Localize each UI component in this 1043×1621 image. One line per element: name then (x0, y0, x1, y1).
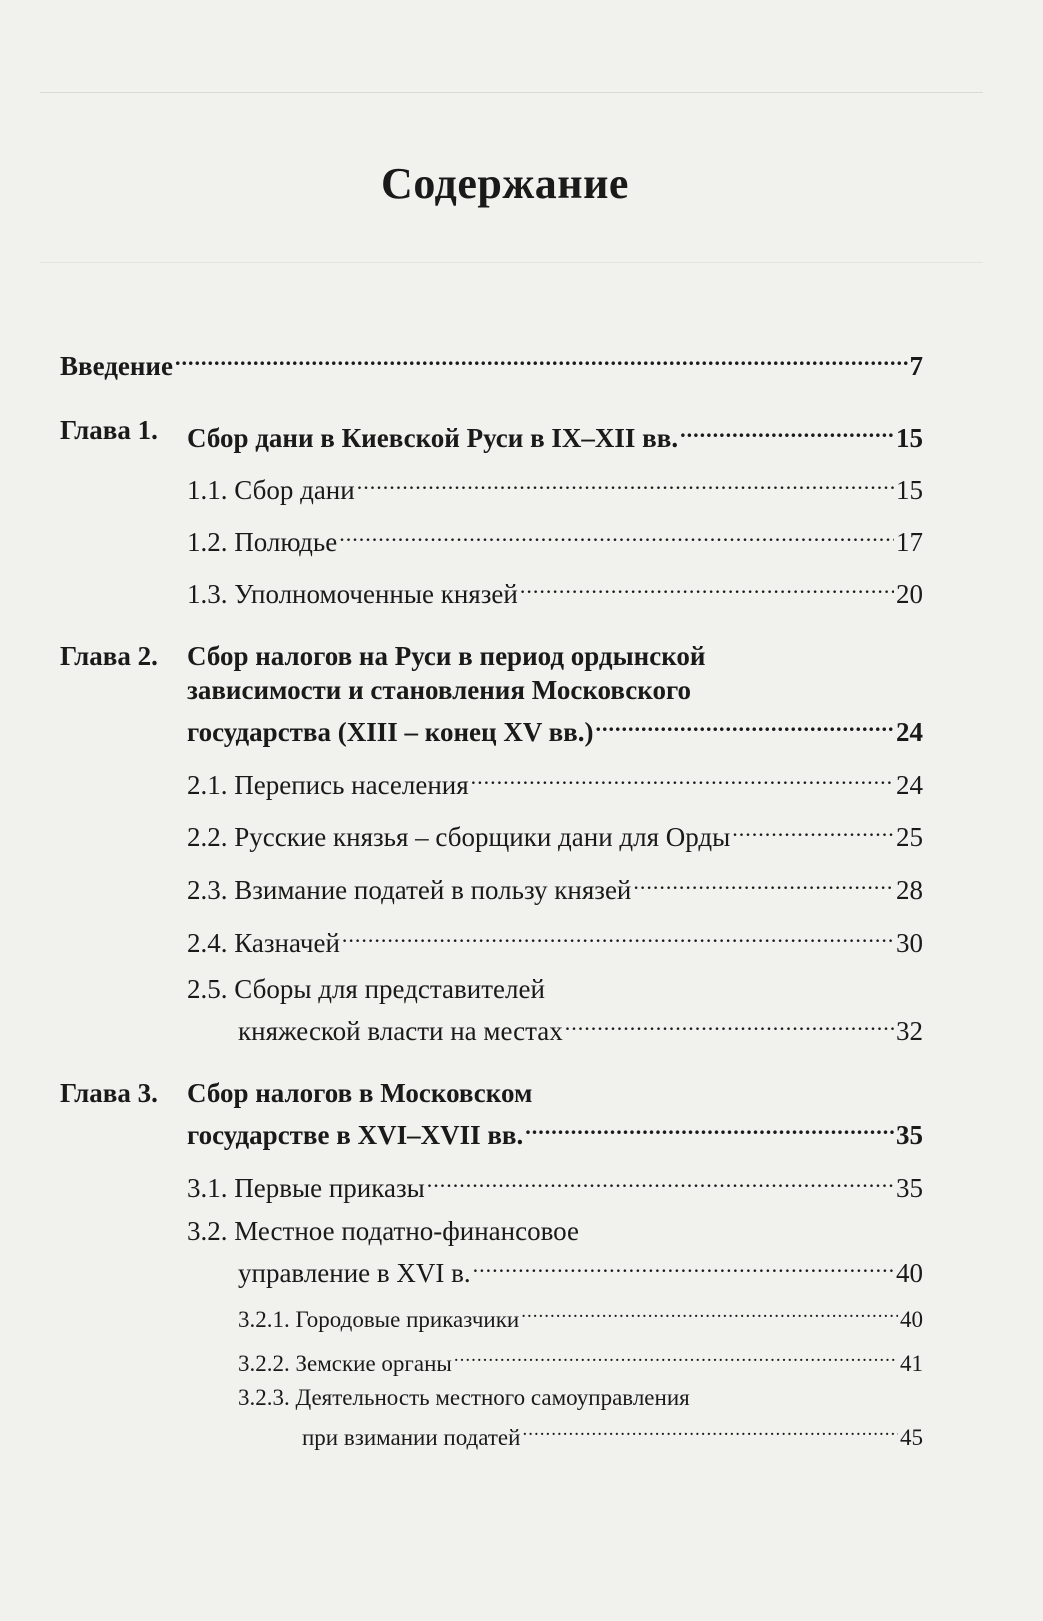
toc-page-number: 20 (896, 579, 923, 609)
section-title-line: 2.5. Сборы для представителей (187, 974, 545, 1004)
toc-page-number: 40 (896, 1258, 923, 1288)
toc-page-number: 15 (896, 423, 923, 453)
toc-entry-subsection[interactable] (238, 1293, 923, 1337)
dot-leader (522, 1411, 898, 1445)
dot-leader (427, 1163, 894, 1197)
chapter-title-line: Сбор налогов на Руси в период ордынской (187, 641, 706, 671)
toc-page-number: 32 (896, 1016, 923, 1046)
toc-page-number: 35 (896, 1120, 923, 1150)
section-title: 2.1. Перепись населения (187, 770, 469, 800)
section-title: 1.1. Сбор дани (187, 475, 355, 505)
chapter-prefix: Глава 1. (60, 415, 158, 445)
toc-entry-section[interactable] (187, 517, 923, 559)
dot-leader (525, 1110, 894, 1144)
dot-leader (633, 865, 894, 899)
toc-entry-section[interactable] (187, 760, 923, 802)
section-title: 2.4. Казначей (187, 928, 340, 958)
toc-page-number: 41 (900, 1351, 923, 1376)
section-title: 2.3. Взимание податей в пользу князей (187, 875, 632, 905)
dot-leader (473, 1248, 894, 1282)
toc-page-number: 45 (900, 1425, 923, 1450)
section-title: 3.1. Первые приказы (187, 1173, 425, 1203)
toc-entry-section[interactable] (238, 1006, 923, 1048)
toc-entry-section[interactable] (187, 1163, 923, 1205)
toc-page-number: 17 (896, 527, 923, 557)
toc-page-number: 35 (896, 1173, 923, 1203)
toc-entry-section[interactable] (187, 812, 923, 854)
chapter-prefix: Глава 3. (60, 1078, 158, 1108)
dot-leader (521, 1293, 898, 1327)
dot-leader (175, 341, 908, 375)
subsection-title: 3.2.2. Земские органы (238, 1351, 452, 1376)
dot-leader (357, 465, 894, 499)
toc-page-number: 15 (896, 475, 923, 505)
subsection-title-line: 3.2.3. Деятельность местного самоуправления (238, 1385, 690, 1410)
toc-page-number: 40 (900, 1307, 923, 1332)
toc-entry-section[interactable] (187, 465, 923, 507)
toc-entry-section[interactable] (187, 918, 923, 960)
chapter-title-line: государства (XIII – конец XV вв.) (187, 717, 594, 747)
toc-entry-chapter-2[interactable] (187, 707, 923, 749)
section-title-line: 3.2. Местное податно-финансовое (187, 1216, 579, 1246)
dot-leader (454, 1337, 898, 1371)
toc-entry-chapter-3[interactable] (187, 1110, 923, 1152)
dot-leader (520, 569, 894, 603)
section-title-line: управление в XVI в. (238, 1258, 471, 1288)
section-title: 1.3. Уполномоченные князей (187, 579, 518, 609)
dot-leader (339, 517, 894, 551)
section-title: 2.2. Русские князья – сборщики дани для Орды (187, 822, 731, 852)
toc-entry-section[interactable] (187, 569, 923, 611)
toc-page-number: 24 (896, 770, 923, 800)
toc-page-number: 28 (896, 875, 923, 905)
subsection-title-line: при взимании податей (302, 1425, 521, 1450)
dot-leader (732, 812, 894, 846)
section-title-line: княжеской власти на местах (238, 1016, 563, 1046)
toc-page-number: 25 (896, 822, 923, 852)
toc-page-number: 24 (896, 717, 923, 747)
chapter-title: Сбор дани в Киевской Руси в IX–XII вв. (187, 423, 679, 453)
chapter-prefix: Глава 2. (60, 641, 158, 671)
toc-entry-chapter-1[interactable] (187, 413, 923, 455)
page-title: Содержание (381, 159, 629, 208)
section-title: 1.2. Полюдье (187, 527, 338, 557)
toc-page-number: 30 (896, 928, 923, 958)
chapter-title-line: государстве в XVI–XVII вв. (187, 1120, 524, 1150)
toc-page-number: 7 (909, 351, 923, 381)
toc-entry-subsection[interactable] (238, 1337, 923, 1381)
chapter-title-line: зависимости и становления Московского (187, 675, 692, 705)
chapter-title-line: Сбор налогов в Московском (187, 1078, 533, 1108)
dot-leader (565, 1006, 894, 1040)
dot-leader (596, 707, 895, 741)
toc-entry-section[interactable] (187, 865, 923, 907)
toc-entry-intro[interactable] (60, 341, 923, 383)
dot-leader (342, 918, 894, 952)
dot-leader (471, 760, 894, 794)
dot-leader (680, 413, 894, 447)
subsection-title: 3.2.1. Городовые приказчики (238, 1307, 520, 1332)
toc-entry-label: Введение (60, 351, 173, 381)
toc-entry-subsection[interactable] (302, 1411, 923, 1455)
toc-entry-section[interactable] (238, 1248, 923, 1290)
